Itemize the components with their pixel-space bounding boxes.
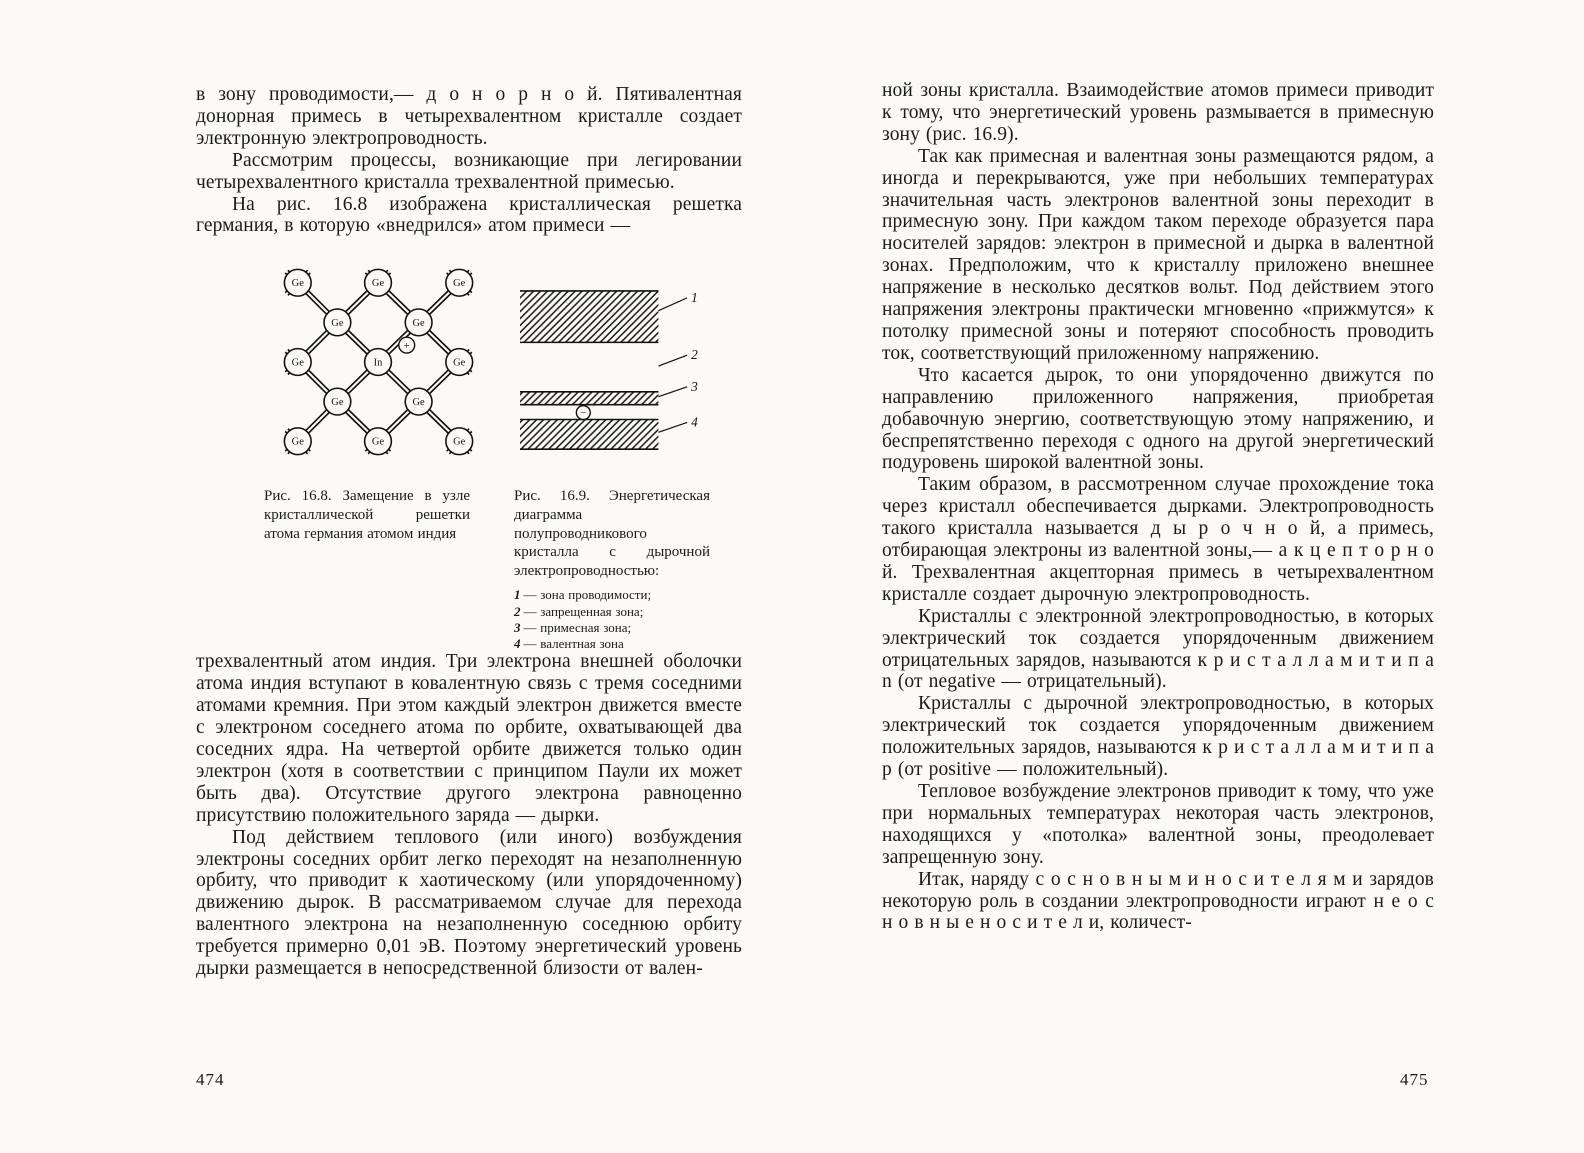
conduction-band	[520, 291, 658, 342]
figure-16-9-legend	[514, 587, 710, 652]
paragraph: На рис. 16.8 изображена кристаллическая решетка германия, в которую «внедрился» атом примеси —	[196, 193, 742, 237]
legend-number: 2	[514, 603, 521, 619]
figure-16-9-energy-diagram	[512, 285, 706, 463]
page-left-column	[196, 84, 742, 980]
ge-atom	[446, 428, 473, 455]
svg-text:Ge: Ge	[331, 318, 344, 330]
ge-atom	[284, 349, 311, 376]
svg-text:Ge: Ge	[453, 278, 466, 290]
band-leader-lines	[658, 298, 687, 432]
legend-number: 1	[514, 587, 521, 603]
svg-text:Ge: Ge	[412, 397, 425, 409]
legend-text: — валентная зона	[523, 635, 624, 651]
figure-16-8-crystal-lattice	[262, 255, 495, 469]
paragraph: Итак, наряду с о с н о в н ы м и н о с и т е л я м и зарядов некоторую роль в создании электропроводности играют н е о с н о в н ы е н о с и т е л и, количест-	[882, 868, 1434, 934]
legend-text: — зона проводимости;	[523, 587, 652, 603]
svg-text:In: In	[373, 357, 383, 369]
figure-row	[196, 251, 742, 651]
page-right-column	[882, 80, 1434, 934]
paragraph: Что касается дырок, то они упорядоченно движутся по направлению приложенного напряжения, приобретая добавочную энергию, соответствующую этому напряжению, и беспрепятственно переходя с одного на другой энергетический подуровень широкой валентной зоны.	[882, 364, 1434, 474]
ge-atom	[365, 270, 392, 297]
legend-text: — запрещенная зона;	[523, 603, 644, 619]
paragraph: Рассмотрим процессы, возникающие при легировании четырехвалентного кристалла трехвалентной примесью.	[196, 149, 742, 193]
paragraph: Под действием теплового (или иного) возбуждения электроны соседних орбит легко переходят на незаполненную орбиту, что приводит к хаотическому (или упорядоченному) движению дырок. В рассматриваемом случае для перехода валентного электрона на незаполненную соседнюю орбиту требуется примерно 0,01 эВ. Поэтому энергетический уровень дырки размещается в непосредственной близости от вален-	[196, 826, 742, 980]
band-label: 1	[691, 290, 698, 306]
paragraph: Кристаллы с электронной электропроводностью, в которых электрический ток создается упорядоченным движением отрицательных зарядов, называются к р и с т а л л а м и т и п а n (от negative — отрицательный).	[882, 605, 1434, 693]
valence-band	[520, 420, 658, 450]
ge-atom	[405, 389, 432, 416]
ge-atom	[324, 309, 351, 336]
plus-charge-icon	[399, 338, 415, 354]
svg-text:−: −	[580, 407, 587, 420]
page-number-right: 475	[1400, 1070, 1429, 1089]
paragraph: Тепловое возбуждение электронов приводит к тому, что уже при нормальных температурах некоторая часть электронов, находящихся у «потолка» валентной зоны, преодолевает запрещенную зону.	[882, 781, 1434, 868]
paragraph: ной зоны кристалла. Взаимодействие атомов примеси приводит к тому, что энергетический уровень размывается в примесную зону (рис. 16.9).	[882, 80, 1434, 145]
svg-text:Ge: Ge	[331, 397, 344, 409]
legend-text: — примесная зона;	[523, 619, 632, 635]
ge-atom	[284, 428, 311, 455]
ge-atom	[324, 389, 351, 416]
svg-text:Ge: Ge	[371, 278, 385, 290]
impurity-band	[520, 392, 658, 405]
legend-item	[514, 636, 710, 652]
svg-text:Ge: Ge	[412, 318, 425, 330]
paragraph: в зону проводимости,— д о н о р н о й. Пятивалентная донорная примесь в четырехвалентном кристалле создает электронную электропроводность.	[196, 84, 742, 149]
figure-16-8-caption: Рис. 16.8. Замещение в узле кристаллической решетки атома германия атомом индия	[264, 488, 470, 542]
band-label: 2	[691, 347, 698, 363]
ge-atom	[365, 428, 392, 455]
legend-item	[514, 604, 710, 620]
svg-text:Ge: Ge	[371, 437, 385, 449]
figure-16-9-caption	[514, 487, 710, 652]
ge-atom	[446, 349, 473, 376]
paragraph: Таким образом, в рассмотренном случае прохождение тока через кристалл обеспечивается дырками. Электропроводность такого кристалла называется д ы р о ч н о й, а примесь, отбирающая электроны из валентной зоны,— а к ц е п т о р н о й. Трехвалентная акцепторная примесь в четырехвалентном кристалле создает дырочную электропроводность.	[882, 474, 1434, 605]
band-label: 4	[691, 414, 698, 430]
ge-atom	[446, 270, 473, 297]
figure-16-9-caption-title: Рис. 16.9. Энергетическая диаграмма полупроводникового кристалла с дырочной электропроводностью:	[514, 488, 710, 579]
page-number-left: 474	[196, 1070, 225, 1089]
paragraph: трехвалентный атом индия. Три электрона внешней оболочки атома индия вступают в ковалентную связь с тремя соседними атомами кремния. При этом каждый электрон движется вместе с электроном соседнего атома по орбите, охватывающей два соседних ядра. На четвертой орбите движется только один электрон (хотя в соответствии с принципом Паули их может быть два). Отсутствие другого электрона равноценно присутствию положительного заряда — дырки.	[196, 651, 742, 826]
svg-text:Ge: Ge	[291, 437, 304, 449]
paragraph: Так как примесная и валентная зоны размещаются рядом, а иногда и перекрываются, уже при небольших температурах значительная часть электронов валентной зоны переходит в примесную зону. При каждом таком переходе образуется пара носителей зарядов: электрон в примесной и дырка в валентной зонах. Предположим, что к кристаллу приложено внешнее напряжение в несколько десятков вольт. Под действием этого напряжения электроны практически мгновенно «прижмутся» к потолку примесной зоны и потеряют способность проводить ток, соответствующий приложенному напряжению.	[882, 145, 1434, 364]
band-label: 3	[691, 379, 698, 395]
legend-item	[514, 620, 710, 636]
svg-text:Ge: Ge	[291, 357, 304, 369]
legend-number: 3	[514, 619, 521, 635]
in-atom	[365, 349, 392, 376]
ge-atom	[405, 309, 432, 336]
legend-number: 4	[514, 635, 521, 651]
ge-atom	[284, 270, 311, 297]
paragraph: Кристаллы с дырочной электропроводностью, в которых электрический ток создается упорядоченным движением положительных зарядов, называются к р и с т а л л а м и т и п а p (от positive — положительный).	[882, 693, 1434, 781]
svg-text:Ge: Ge	[291, 278, 304, 290]
minus-charge-icon	[576, 406, 590, 420]
svg-text:+: +	[403, 340, 410, 353]
legend-item	[514, 587, 710, 603]
svg-text:Ge: Ge	[453, 357, 466, 369]
svg-text:Ge: Ge	[453, 437, 466, 449]
